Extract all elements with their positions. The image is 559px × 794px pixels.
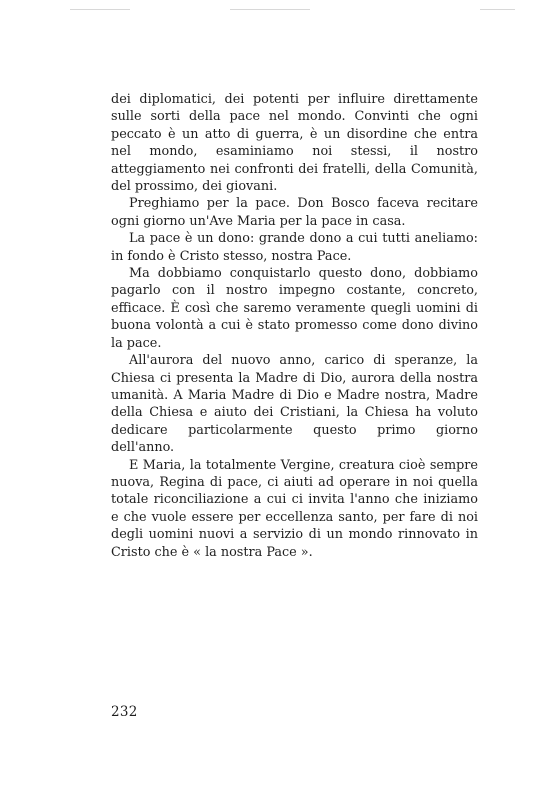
paragraph: Preghiamo per la pace. Don Bosco faceva recitare ogni giorno un'Ave Maria per la pace in casa. [111,196,478,229]
paragraph: La pace è un dono: grande dono a cui tutti aneliamo: in fondo è Cristo stesso, nostra Pace. [111,231,478,264]
paragraph: E Maria, la totalmente Vergine, creatura cioè sempre nuova, Regina di pace, ci aiuti ad operare in noi quella totale riconciliazione a cui ci invita l'anno che iniziamo e che vuole essere per eccellenza santo, per fare di noi degli uomini nuovi a servizio di un mondo rinnovato in Cristo che è « la nostra Pace ». [111,457,478,560]
page-body [111,91,478,561]
scan-speck [70,9,130,10]
paragraph-continued: dei diplomatici, dei potenti per influire direttamente sulle sorti della pace nel mondo. Convinti che ogni peccato è un atto di guerra, è un disordine che entra nel mondo, esaminiamo noi stessi, il nostro atteggiamento nei confronti dei fratelli, della Comunità, del prossimo, dei giovani. [111,92,478,195]
scan-speck [230,9,310,10]
paragraph: Ma dobbiamo conquistarlo questo dono, dobbiamo pagarlo con il nostro impegno costante, concreto, efficace. È così che saremo veramente quegli uomini di buona volontà a cui è stato promesso come dono divino la pace. [111,266,478,351]
scan-speck [480,9,515,10]
paragraph: All'aurora del nuovo anno, carico di speranze, la Chiesa ci presenta la Madre di Dio, aurora della nostra umanità. A Maria Madre di Dio e Madre nostra, Madre della Chiesa e aiuto dei Cristiani, la Chiesa ha voluto dedicare particolarmente questo primo giorno dell'anno. [111,353,478,456]
page-number: 232 [111,704,138,720]
